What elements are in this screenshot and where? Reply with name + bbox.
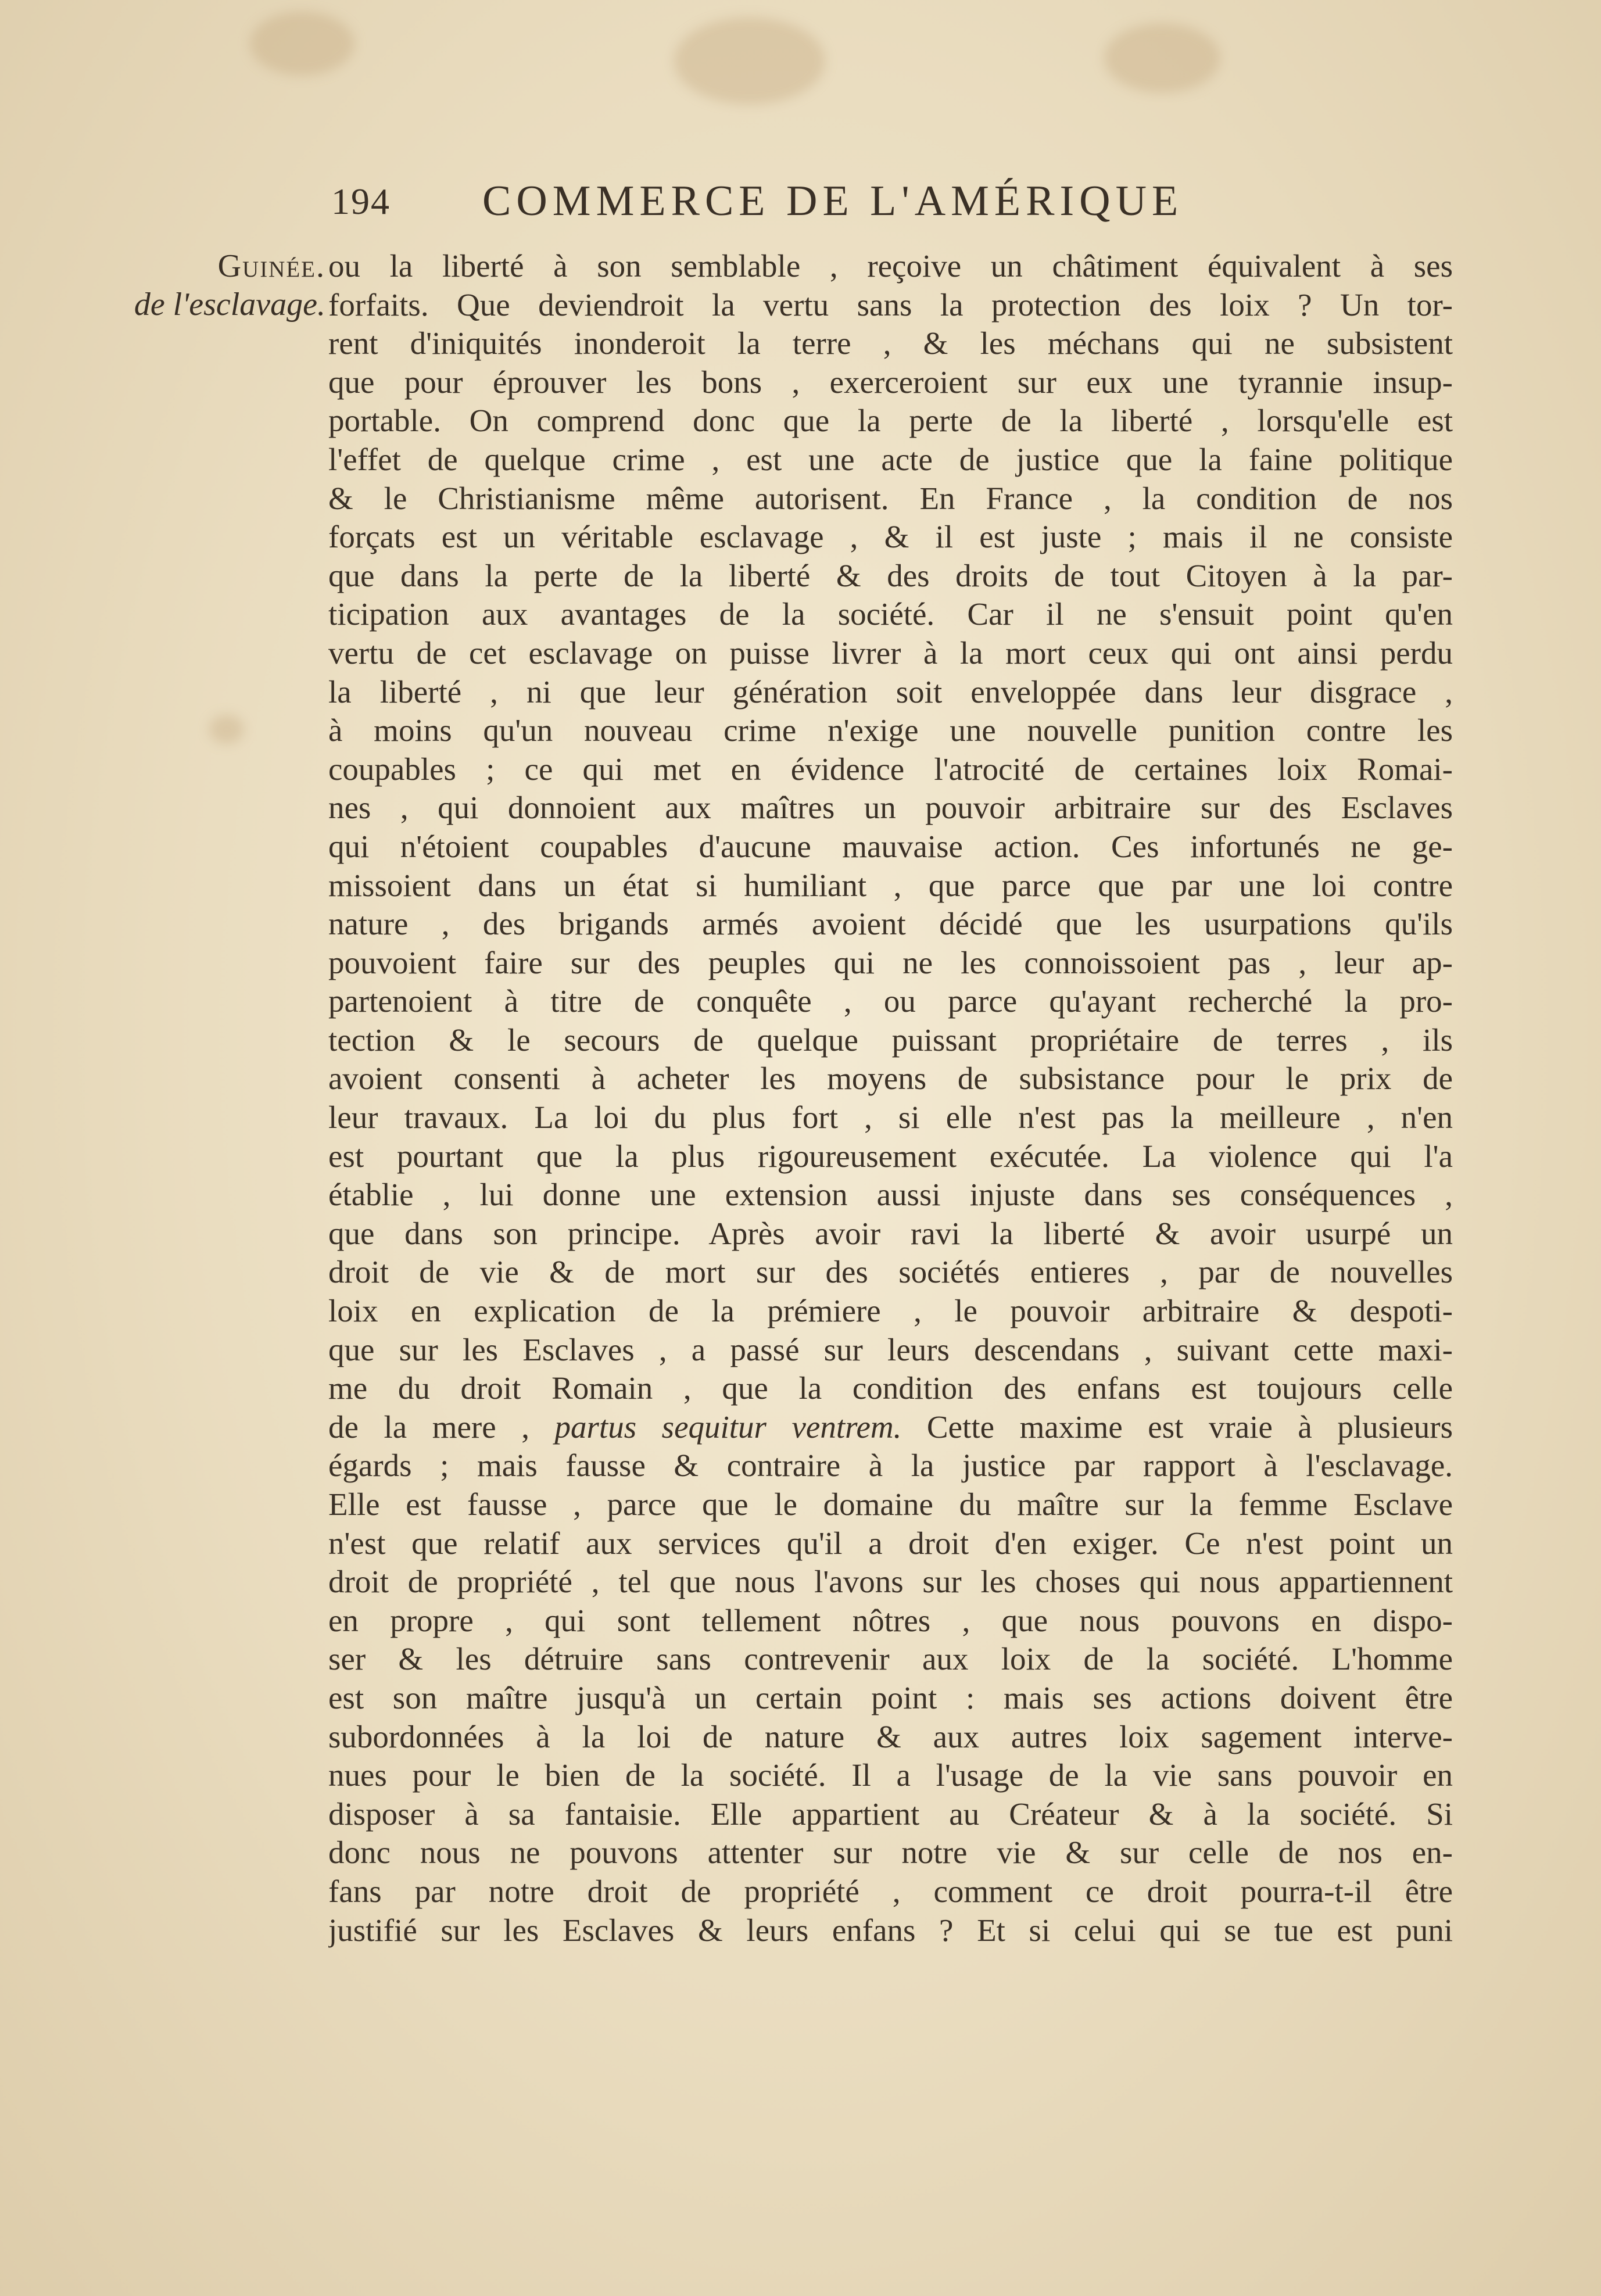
text-line: établie , lui donne une extension aussi injuste dans ses conséquences , [328, 1177, 1453, 1213]
text-line: ser & les détruire sans contrevenir aux loix de la société. L'homme [328, 1641, 1453, 1677]
text-line: que sur les Esclaves , a passé sur leurs descendans , suivant cette maxi- [328, 1331, 1453, 1367]
text-line: forfaits. Que deviendroit la vertu sans la protection des loix ? Un tor- [328, 286, 1453, 323]
text-line: ticipation aux avantages de la société. Car il ne s'ensuit point qu'en [328, 596, 1453, 632]
text-line: n'est que relatif aux services qu'il a droit d'en exiger. Ce n'est point un [328, 1525, 1453, 1561]
text-line: est pourtant que la plus rigoureusement exécutée. La violence qui l'a [328, 1138, 1453, 1174]
paper-stain [1104, 23, 1220, 93]
margin-note-esclavage: de l'esclavage. [134, 286, 325, 323]
text-line: est son maître jusqu'à un certain point : mais ses actions doivent être [328, 1679, 1453, 1715]
text-line: me du droit Romain , que la condition des enfans est toujours celle [328, 1370, 1453, 1406]
text-line: fans par notre droit de propriété , comment ce droit pourra-t-il être [328, 1873, 1453, 1909]
text-line: en propre , qui sont tellement nôtres , que nous pouvons en dispo- [328, 1602, 1453, 1638]
text-line: coupables ; ce qui met en évidence l'atrocité de certaines loix Romai- [328, 751, 1453, 787]
text-line: à moins qu'un nouveau crime n'exige une nouvelle punition contre les [328, 712, 1453, 748]
text-line: tection & le secours de quelque puissant propriétaire de terres , ils [328, 1022, 1453, 1058]
text-line: nature , des brigands armés avoient décidé que les usurpations qu'ils [328, 906, 1453, 942]
text-line: pouvoient faire sur des peuples qui ne les connoissoient pas , leur ap- [328, 944, 1453, 980]
paper-stain [250, 12, 354, 76]
paper-stain [209, 715, 244, 744]
margin-note-guinee: Guinée. [217, 248, 325, 284]
text-line: leur travaux. La loi du plus fort , si elle n'est pas la meilleure , n'en [328, 1099, 1453, 1136]
text-line: forçats est un véritable esclavage , & il est juste ; mais il ne consiste [328, 519, 1453, 555]
text-line: que dans son principe. Après avoir ravi la liberté & avoir usurpé un [328, 1215, 1453, 1251]
paper-stain [674, 17, 825, 105]
margin-notes [110, 247, 325, 324]
text-line: que dans la perte de la liberté & des droits de tout Citoyen à la par- [328, 557, 1453, 593]
text-line: Elle est fausse , parce que le domaine du maître sur la femme Esclave [328, 1487, 1453, 1522]
text-line: portable. On comprend donc que la perte de la liberté , lorsqu'elle est [328, 403, 1453, 439]
text-line: que pour éprouver les bons , exerceroient sur eux une tyrannie insup- [328, 364, 1453, 400]
text-line: nes , qui donnoient aux maîtres un pouvoir arbitraire sur des Esclaves [328, 790, 1453, 826]
text-line: droit de vie & de mort sur des sociétés entieres , par de nouvelles [328, 1254, 1453, 1290]
text-line: droit de propriété , tel que nous l'avons sur les choses qui nous appartiennent [328, 1564, 1453, 1600]
body-text [328, 247, 1453, 1950]
text-line: disposer à sa fantaisie. Elle appartient au Créateur & à la société. Si [328, 1796, 1453, 1832]
text-line: qui n'étoient coupables d'aucune mauvaise action. Ces infortunés ne ge- [328, 828, 1453, 864]
text-line: rent d'iniquités inonderoit la terre , & les méchans qui ne subsistent [328, 325, 1453, 361]
text-line: l'effet de quelque crime , est une acte de justice que la faine politique [328, 441, 1453, 477]
text-line: partenoient à titre de conquête , ou parce qu'ayant recherché la pro- [328, 983, 1453, 1019]
text-line: égards ; mais fausse & contraire à la justice par rapport à l'esclavage. [328, 1448, 1453, 1484]
text-line: ou la liberté à son semblable , reçoive un châtiment équivalent à ses [328, 248, 1453, 284]
running-head: COMMERCE DE L'AMÉRIQUE [482, 177, 1184, 225]
text-line: loix en explication de la prémiere , le pouvoir arbitraire & despoti- [328, 1293, 1453, 1329]
text-line: vertu de cet esclavage on puisse livrer à la mort ceux qui ont ainsi perdu [328, 635, 1453, 671]
text-line: missoient dans un état si humiliant , que parce que par une loi contre [328, 867, 1453, 903]
text-line: de la mere , partus sequitur ventrem. Cette maxime est vraie à plusieurs [328, 1409, 1453, 1445]
text-line: donc nous ne pouvons attenter sur notre vie & sur celle de nos en- [328, 1835, 1453, 1871]
text-line: nues pour le bien de la société. Il a l'usage de la vie sans pouvoir en [328, 1757, 1453, 1793]
page-number: 194 [331, 181, 391, 222]
text-line: avoient consenti à acheter les moyens de subsistance pour le prix de [328, 1061, 1453, 1097]
text-line: & le Christianisme même autorisent. En France , la condition de nos [328, 480, 1453, 516]
text-line: justifié sur les Esclaves & leurs enfans ? Et si celui qui se tue est puni [328, 1912, 1453, 1948]
italic-phrase: partus sequitur ventrem. [554, 1409, 902, 1445]
text-line: subordonnées à la loi de nature & aux autres loix sagement interve- [328, 1718, 1453, 1754]
page-header [331, 174, 1453, 232]
text-line: la liberté , ni que leur génération soit enveloppée dans leur disgrace , [328, 674, 1453, 710]
